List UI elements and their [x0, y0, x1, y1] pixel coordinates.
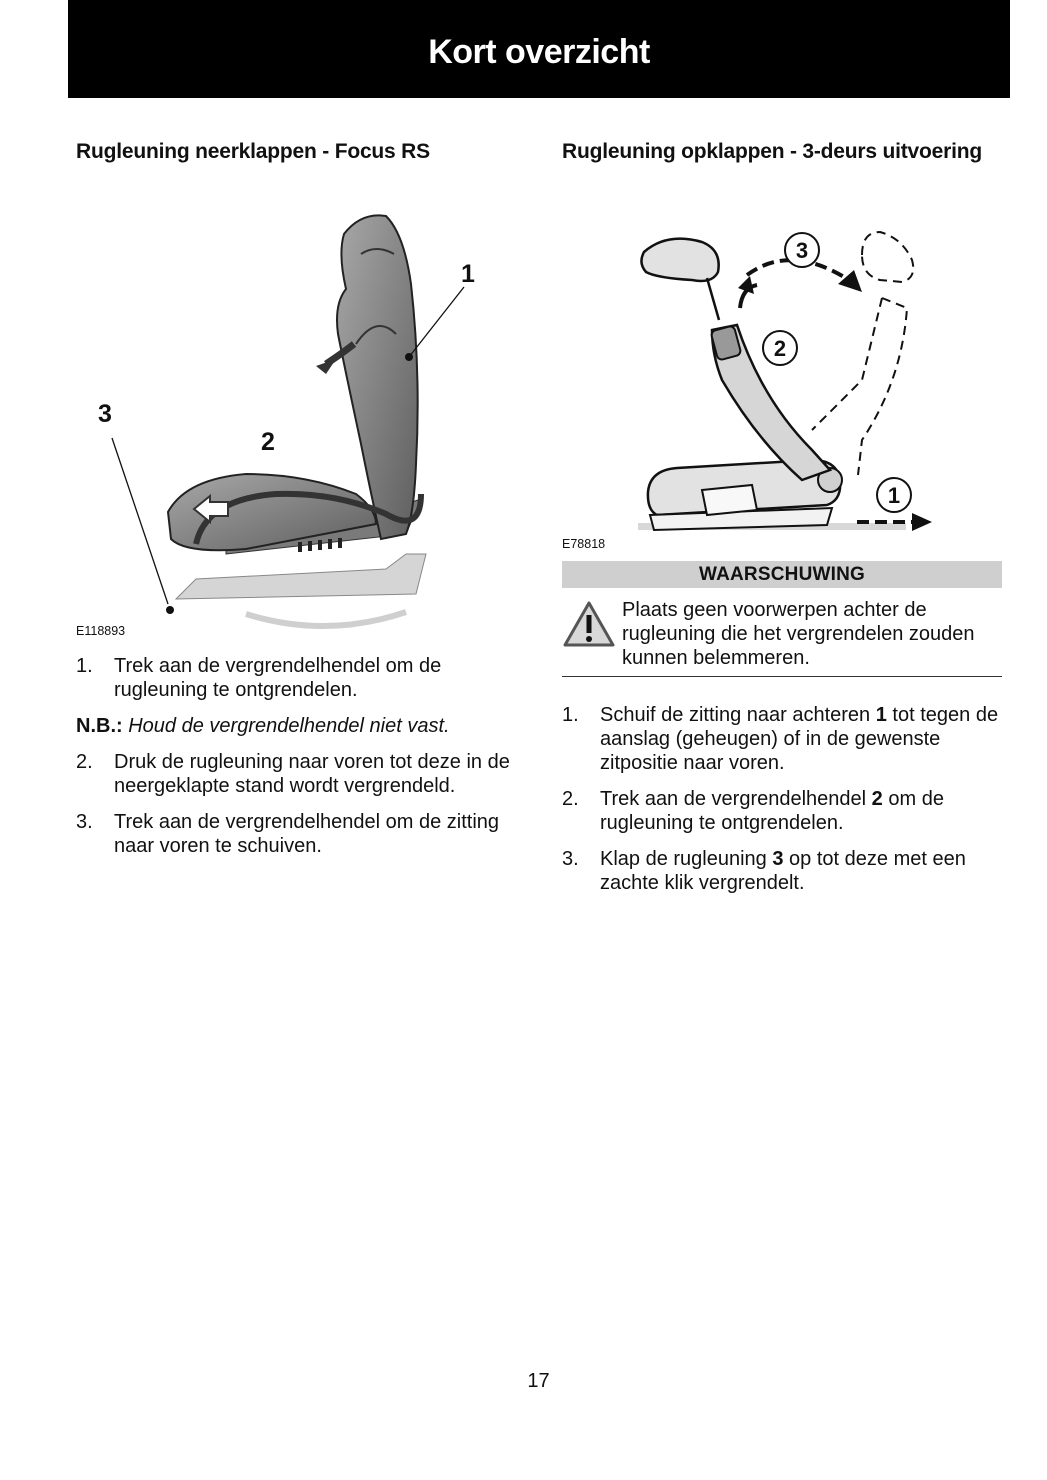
right-heading: Rugleuning opklappen - 3-deurs uitvoering	[562, 140, 982, 163]
note-text: Houd de vergrendelhendel niet vast.	[128, 715, 450, 737]
step-number: 2.	[562, 788, 579, 810]
step-text: Trek aan de vergrendelhendel om de zitting naar voren te schuiven.	[114, 811, 500, 857]
warning-title: WAARSCHUWING	[562, 561, 1002, 588]
left-steps-list	[76, 654, 524, 702]
callout-3: 3	[98, 400, 112, 428]
left-heading: Rugleuning neerklappen - Focus RS	[76, 140, 430, 163]
page-number: 17	[527, 1370, 550, 1392]
figure-code: E78818	[562, 537, 606, 551]
note	[76, 714, 524, 738]
step-number: 2.	[76, 751, 93, 773]
callout-1: 1	[461, 260, 475, 288]
step-number: 1.	[562, 704, 579, 726]
warning-box	[562, 588, 1002, 677]
step-number: 3.	[562, 848, 579, 870]
list-item	[562, 847, 1002, 895]
callout-2: 2	[261, 428, 275, 456]
right-figure	[562, 180, 1002, 555]
list-item	[562, 787, 1002, 835]
left-column	[76, 140, 524, 870]
step-number: 1.	[76, 655, 93, 677]
step-text: Trek aan de vergrendelhendel om de rugleuning te ontgrendelen.	[114, 655, 442, 701]
callout-1: 1	[887, 483, 901, 508]
racing-seat-illustration	[76, 194, 524, 634]
step-text: Schuif de zitting naar achteren 1 tot tegen de aanslag (geheugen) of in de gewenste zitpositie naar voren.	[600, 704, 999, 774]
left-figure	[76, 194, 524, 638]
right-column	[562, 140, 1002, 907]
callout-2: 2	[773, 336, 787, 361]
callout-3: 3	[795, 238, 809, 263]
left-steps-list-continued	[76, 750, 524, 858]
right-steps-list	[562, 703, 1002, 895]
list-item	[76, 654, 524, 702]
page-header	[68, 0, 1010, 98]
warning-text: Plaats geen voorwerpen achter de rugleuning die het vergrendelen zouden kunnen belemmeren.	[622, 599, 975, 669]
figure-code: E118893	[76, 624, 126, 638]
list-item	[76, 750, 524, 798]
list-item	[76, 810, 524, 858]
step-text: Trek aan de vergrendelhendel 2 om de rugleuning te ontgrendelen.	[600, 788, 944, 834]
list-item	[562, 703, 1002, 775]
note-label: N.B.:	[76, 715, 123, 737]
page-title: Kort overzicht	[428, 32, 650, 71]
step-text: Klap de rugleuning 3 op tot deze met een zachte klik vergrendelt.	[600, 848, 966, 894]
step-text: Druk de rugleuning naar voren tot deze in de neergeklapte stand wordt vergrendeld.	[114, 751, 510, 797]
step-number: 3.	[76, 811, 93, 833]
seat-backrest-illustration	[562, 180, 1002, 555]
warning-triangle-icon	[562, 598, 622, 670]
